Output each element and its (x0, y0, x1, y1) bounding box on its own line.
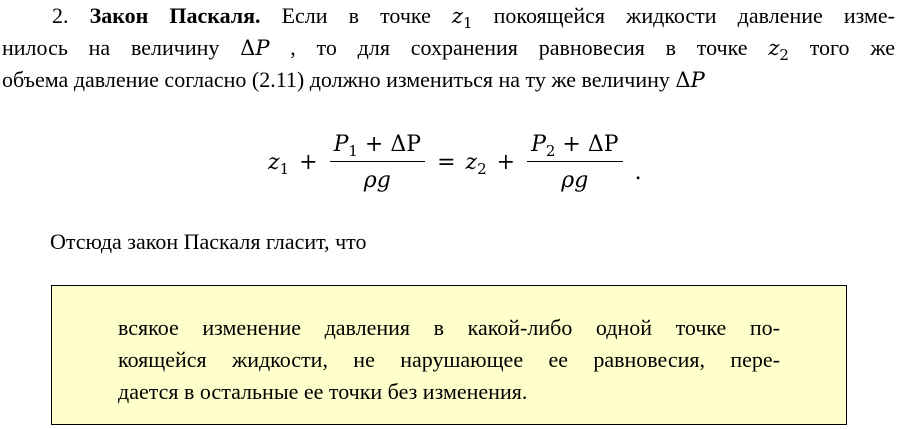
paragraph-text: объема давление согласно (2.11) должно измениться на ту же величину (2, 67, 676, 92)
paragraph-line-3 (2, 64, 705, 96)
fraction-right-denominator: ρg (561, 167, 589, 193)
variable-z2: $z_2$ (768, 36, 789, 64)
equals-sign: = (437, 149, 456, 175)
formula-z1: $z_1$ (268, 149, 290, 178)
variable-z1: $z_1$ (451, 4, 473, 32)
pascal-law-statement-box (51, 285, 847, 425)
formula-z2: $z_2$ (465, 149, 487, 178)
paragraph-line-2 (2, 32, 895, 64)
plus-sign: + (299, 149, 318, 175)
pascal-equation (268, 117, 642, 207)
paragraph-text: , то для сохранения равновесия в точке (269, 35, 769, 60)
pascal-law-statement (118, 312, 780, 408)
variable-delta-p: ΔP (240, 36, 270, 60)
paragraph-line-1 (52, 0, 895, 32)
section-number: 2. (52, 3, 90, 28)
plus-sign: + (496, 149, 516, 175)
fraction-right (527, 132, 622, 193)
paragraph-text: того же (788, 35, 895, 60)
fraction-left-denominator: ρg (363, 167, 391, 193)
law-title: Закон Паскаля. (89, 3, 261, 28)
statement-line-3: дается в остальные ее точки без изменения. (118, 379, 528, 404)
conclusion-text: Отсюда закон Паскаля гласит, что (50, 229, 367, 254)
formula-period: . (634, 159, 642, 185)
paragraph-text: Если в точке (260, 3, 452, 28)
fraction-right-numerator: $P_2 + \Delta P$ (527, 132, 622, 162)
fraction-left (330, 132, 425, 193)
variable-delta-p: ΔP (675, 68, 705, 92)
paragraph-text: покоящейся жидкости давление изме- (472, 3, 895, 28)
fraction-left-numerator: $P_1 + \Delta P$ (330, 132, 425, 162)
statement-line-1: всякое изменение давления в какой-либо одной точке по- (118, 315, 780, 340)
paragraph-text: нилось на величину (2, 35, 241, 60)
statement-line-2: коящейся жидкости, не нарушающее ее равновесия, пере- (118, 347, 780, 372)
